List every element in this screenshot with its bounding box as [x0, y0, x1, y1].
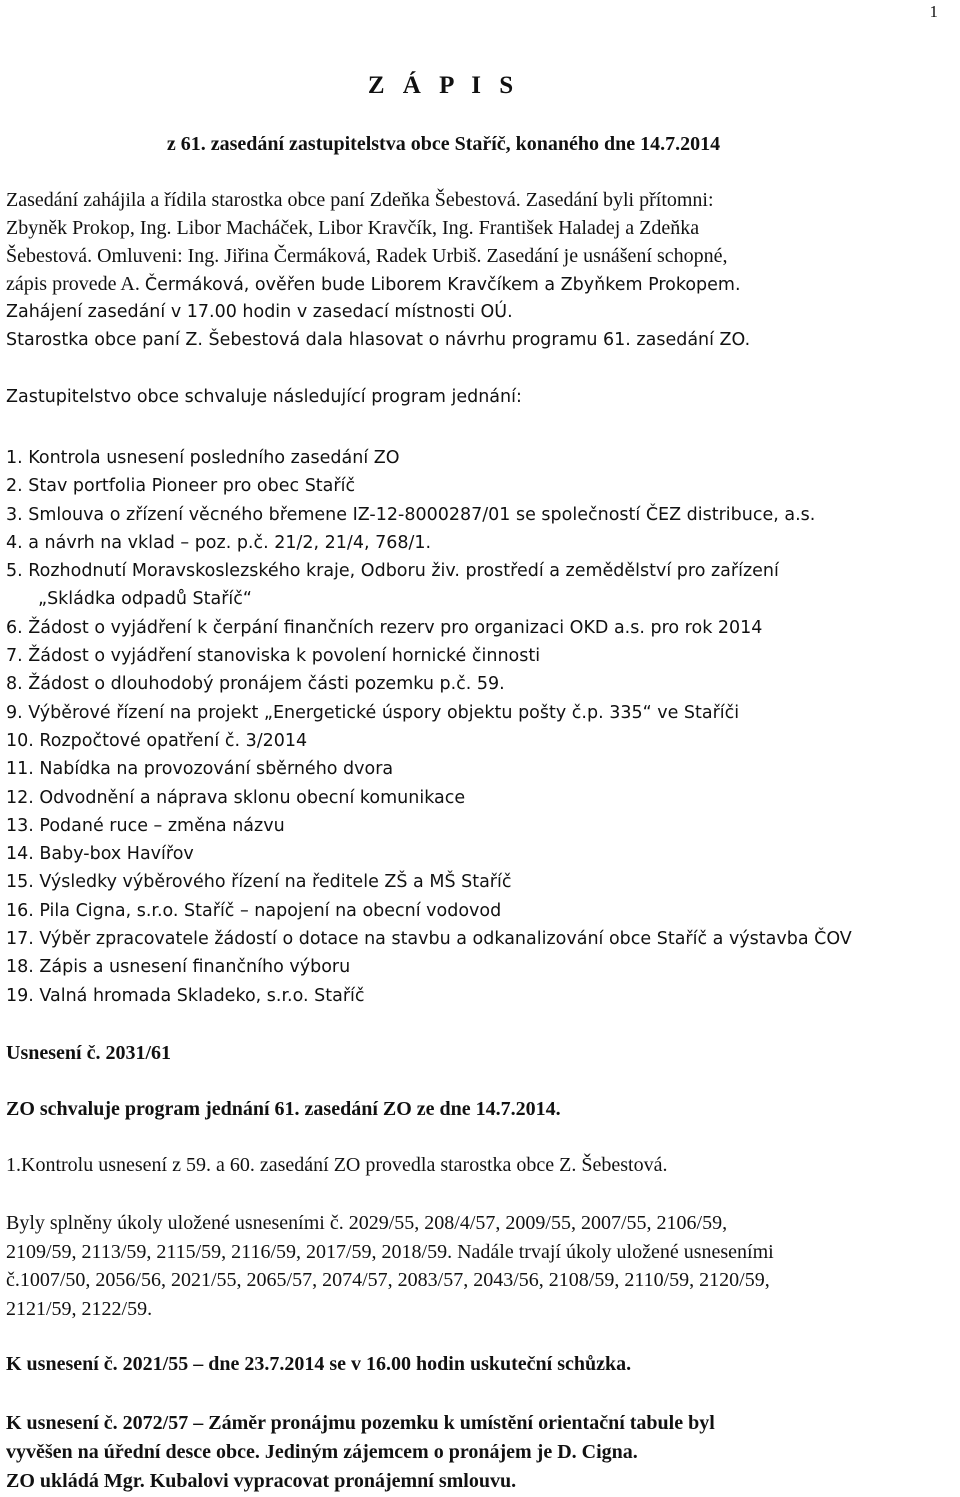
resolution-program-approval: ZO schvaluje program jednání 61. zasedání ZO ze dne 14.7.2014. — [6, 1098, 561, 1120]
agenda-item: 4. a návrh na vklad – poz. p.č. 21/2, 21/4, 768/1. — [6, 532, 432, 553]
tasks-line: č.1007/50, 2056/56, 2021/55, 2065/57, 2074/57, 2083/57, 2043/56, 2108/59, 2110/59, 2120/59, — [6, 1269, 770, 1291]
agenda-item: 15. Výsledky výběrového řízení na ředitele ZŠ a MŠ Staříč — [6, 872, 512, 893]
agenda-item: 12. Odvodnění a náprava sklonu obecní komunikace — [6, 787, 466, 808]
agenda-item: 9. Výběrové řízení na projekt „Energetické úspory objektu pošty č.p. 335“ ve Staříči — [6, 702, 740, 723]
resolution-title: Usnesení č. 2031/61 — [6, 1042, 171, 1064]
agenda-item: 6. Žádost o vyjádření k čerpání finančních rezerv pro organizaci OKD a.s. pro rok 2014 — [6, 617, 763, 638]
agenda-item: 1. Kontrola usnesení posledního zasedání ZO — [6, 448, 400, 468]
agenda-item: 14. Baby-box Havířov — [6, 844, 194, 865]
intro-line-part: Čermáková, ověřen bude Liborem Kravčíkem a Zbyňkem Prokopem. — [144, 275, 741, 295]
k-usneseni-label: K usnesení č. 2021/55 — [6, 1353, 189, 1375]
intro-line: Zbyněk Prokop, Ing. Libor Macháček, Libor Kravčík, Ing. František Haladej a Zdeňka — [6, 217, 700, 239]
agenda-item: 11. Nabídka na provozování sběrného dvora — [6, 759, 394, 780]
agenda-item-continuation: „Skládka odpadů Staříč“ — [38, 589, 252, 610]
intro-line: Zahájení zasedání v 17.00 hodin v zasedací místnosti OÚ. — [6, 302, 513, 322]
k-usneseni-2021 — [6, 1353, 631, 1376]
k-usneseni-2072 — [6, 1409, 715, 1496]
tasks-line: Byly splněny úkoly uložené usneseními č. 2029/55, 208/4/57, 2009/55, 2007/55, 2106/59, — [6, 1212, 728, 1234]
tasks-line: 2109/59, 2113/59, 2115/59, 2116/59, 2017/59, 2018/59. Nadále trvají úkoly uložené usneseními — [6, 1240, 774, 1263]
intro-line: Zasedání zahájila a řídila starostka obce paní Zdeňka Šebestová. Zasedání byli přítomni: — [6, 189, 714, 211]
k-usneseni-line: vyvěšen na úřední desce obce. Jediným zájemcem o pronájem je D. Cigna. — [6, 1441, 638, 1463]
intro-line: Šebestová. Omluveni: Ing. Jiřina Čermáková, Radek Urbiš. Zasedání je usnášení schopné, — [6, 245, 728, 267]
agenda-item: 7. Žádost o vyjádření stanoviska k povolení hornické činnosti — [6, 646, 541, 667]
program-heading: Zastupitelstvo obce schvaluje následující program jednání: — [6, 387, 522, 407]
intro-line-part: zápis provede A. — [6, 273, 145, 295]
agenda-item: 3. Smlouva o zřízení věcného břemene IZ-12-8000287/01 se společností ČEZ distribuce, a.s. — [6, 504, 816, 525]
tasks-line: 2121/59, 2122/59. — [6, 1297, 153, 1320]
agenda-item: 5. Rozhodnutí Moravskoslezského kraje, Odboru živ. prostředí a zemědělství pro zařízení — [6, 561, 779, 582]
k-usneseni-text: – dne 23.7.2014 se v 16.00 hodin uskuteční schůzka. — [188, 1353, 632, 1375]
k-usneseni-line: ZO ukládá Mgr. Kubalovi vypracovat pronájemní smlouvu. — [6, 1470, 517, 1492]
agenda-item: 17. Výběr zpracovatele žádostí o dotace na stavbu a odkanalizování obce Staříč a výstavba ČOV — [6, 929, 852, 950]
resolution-control-text: 1.Kontrolu usnesení z 59. a 60. zasedání ZO provedla starostka obce Z. Šebestová. — [6, 1154, 668, 1176]
page-number: 1 — [929, 2, 938, 21]
intro-paragraph — [6, 186, 956, 354]
intro-line — [6, 270, 956, 298]
agenda-item: 8. Žádost o dlouhodobý pronájem části pozemku p.č. 59. — [6, 674, 505, 695]
agenda-list — [6, 444, 958, 1010]
agenda-item: 19. Valná hromada Skladeko, s.r.o. Staříč — [6, 985, 365, 1006]
agenda-item: 10. Rozpočtové opatření č. 3/2014 — [6, 730, 308, 751]
agenda-item: 13. Podané ruce – změna názvu — [6, 815, 285, 836]
k-usneseni-line — [6, 1409, 715, 1438]
document-subtitle: z 61. zasedání zastupitelstva obce Staříč, konaného dne 14.7.2014 — [166, 133, 721, 155]
intro-line: Starostka obce paní Z. Šebestová dala hlasovat o návrhu programu 61. zasedání ZO. — [6, 330, 751, 350]
agenda-item: 2. Stav portfolia Pioneer pro obec Staříč — [6, 476, 356, 497]
document-title: Z Á P I S — [367, 72, 520, 99]
resolution-tasks-paragraph — [6, 1209, 774, 1323]
agenda-item: 16. Pila Cigna, s.r.o. Staříč – napojení na obecní vodovod — [6, 900, 502, 921]
k-usneseni-text: – Záměr pronájmu pozemku k umístění orientační tabule byl — [188, 1412, 715, 1434]
k-usneseni-label: K usnesení č. 2072/57 — [6, 1412, 189, 1434]
agenda-item: 18. Zápis a usnesení finančního výboru — [6, 957, 351, 978]
